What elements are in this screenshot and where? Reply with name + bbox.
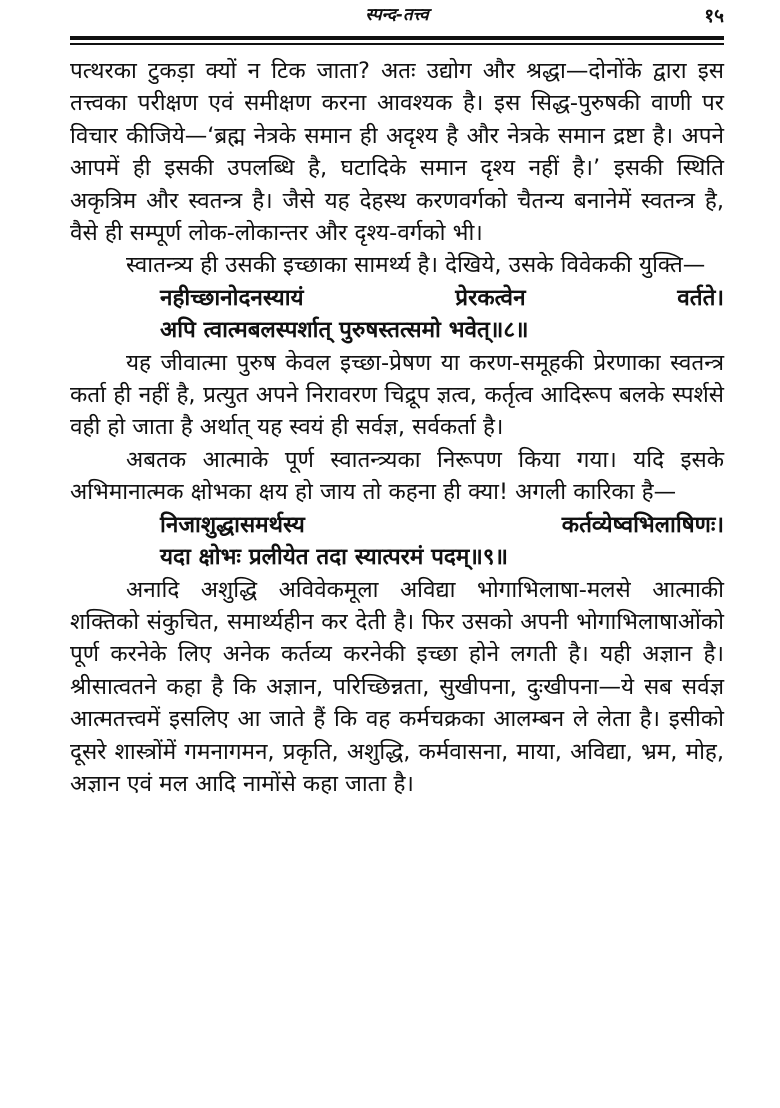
- running-title: स्पन्द-तत्त्व: [365, 5, 429, 25]
- page-header: [70, 0, 724, 30]
- page-number: १५: [704, 5, 724, 27]
- paragraph: यह जीवात्मा पुरुष केवल इच्छा-प्रेषण या करण-समूहकी प्रेरणाका स्वतन्त्र कर्ता ही नहीं है, प्रत्युत अपने निरावरण चिद्रूप ज्ञत्व, कर्तृत्व आदिरूप बलके स्पर्शसे वही हो जाता है अर्थात् यह स्वयं ही सर्वज्ञ, सर्वकर्ता है।: [70, 349, 724, 441]
- paragraph: अनादि अशुद्धि अविवेकमूला अविद्या भोगाभिलाषा-मलसे आत्माकी शक्तिको संकुचित, समार्थ्यहीन कर देती है। फिर उसको अपनी भोगाभिलाषाओंको पूर्ण करनेके लिए अनेक कर्तव्य करनेकी इच्छा होने लगती है। यही अज्ञान है। श्रीसात्वतने कहा है कि अज्ञान, परिच्छिन्नता, सुखीपना, दुःखीपना—ये सब सर्वज्ञ आत्मतत्त्वमें इसलिए आ जाते हैं कि वह कर्मचक्रका आलम्बन ले लेता है। इसीको दूसरे शास्त्रोंमें गमनागमन, प्रकृति, अशुद्धि, कर्मवासना, माया, अविद्या, भ्रम, मोह, अज्ञान एवं मल आदि नामोंसे कहा जाता है।: [70, 576, 724, 797]
- paragraph: स्वातन्त्र्य ही उसकी इच्छाका सामर्थ्य है। देखिये, उसके विवेककी युक्ति—: [126, 252, 706, 279]
- verse-line: निजाशुद्धासमर्थस्य कर्तव्येष्वभिलाषिणः।: [160, 511, 724, 538]
- paragraph: पत्थरका टुकड़ा क्यों न टिक जाता? अतः उद्योग और श्रद्धा—दोनोंके द्वारा इस तत्त्वका परीक्षण एवं समीक्षण करना आवश्यक है। इस सिद्ध-पुरुषकी वाणी पर विचार कीजिये—‘ब्रह्म नेत्रके समान ही अदृश्य है और नेत्रके समान द्रष्टा है। अपने आपमें ही इसकी उपलब्धि है, घटादिके समान दृश्य नहीं है।’ इसकी स्थिति अकृत्रिम और स्वतन्त्र है। जैसे यह देहस्थ करणवर्गको चैतन्य बनानेमें स्वतन्त्र है, वैसे ही सम्पूर्ण लोक-लोकान्तर और दृश्य-वर्गको भी।: [70, 58, 724, 247]
- header-rule-thick: [70, 36, 724, 40]
- header-rule-thin: [70, 43, 724, 45]
- paragraph: अबतक आत्माके पूर्ण स्वातन्त्र्यका निरूपण किया गया। यदि इसके अभिमानात्मक क्षोभका क्षय हो जाय तो कहना ही क्या! अगली कारिका है—: [70, 446, 724, 506]
- verse-line: यदा क्षोभः प्रलीयेत तदा स्यात्परमं पदम्॥९॥: [160, 544, 508, 571]
- page-body: [70, 55, 724, 800]
- verse-line: अपि त्वात्मबलस्पर्शात् पुरुषस्तत्समो भवेत्॥८॥: [160, 317, 529, 344]
- verse-line: नहीच्छानोदनस्यायं प्रेरकत्वेन वर्तते।: [160, 284, 724, 311]
